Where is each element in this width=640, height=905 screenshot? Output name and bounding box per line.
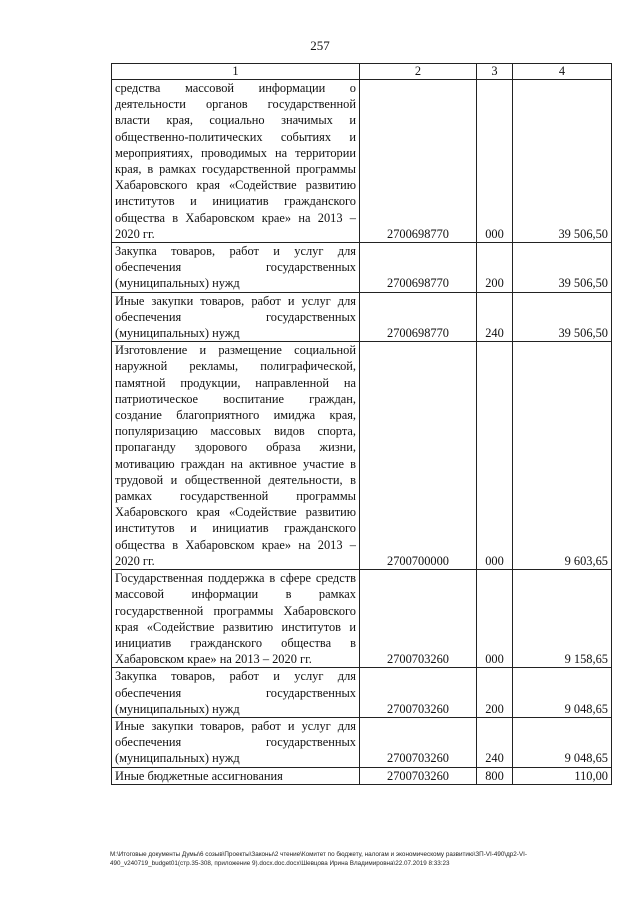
row-name: Иные бюджетные ассигнования bbox=[112, 767, 360, 784]
row-amount: 9 603,65 bbox=[513, 342, 612, 570]
footer-line-2: 490_v240719_budget01(стр.35-308, приложение 9).docx.doc.docx\Шевцова Ирина Владимировна\22.07.2019 8:33:23 bbox=[110, 860, 450, 867]
row-amount: 9 048,65 bbox=[513, 717, 612, 767]
row-name: Изготовление и размещение социальной наружной рекламы, полиграфической, памятной продукции, направленной на патриотическое воспитание граждан, создание благоприятного имиджа края, популяризацию массовых видов спорта, пропаганду здорового образа жизни, мотивацию граждан на активное участие в трудовой и общественной деятельности, в рамках государственной программы Хабаровского края «Содействие развитию институтов и инициатив гражданского общества в Хабаровском крае» на 2013 – 2020 гг. bbox=[112, 342, 360, 570]
row-name: Государственная поддержка в сфере средств массовой информации в рамках государственной программы Хабаровского края «Содействие развитию институтов и инициатив гражданского общества в Хабаровском крае» на 2013 – 2020 гг. bbox=[112, 570, 360, 668]
table-row bbox=[112, 243, 612, 293]
header-col-1: 1 bbox=[112, 64, 360, 80]
document-footer-path bbox=[110, 850, 630, 868]
header-col-4: 4 bbox=[513, 64, 612, 80]
row-target-code: 2700698770 bbox=[360, 80, 477, 243]
row-amount: 110,00 bbox=[513, 767, 612, 784]
row-name: Закупка товаров, работ и услуг для обеспечения государственных (муниципальных) нужд bbox=[112, 243, 360, 293]
row-target-code: 2700698770 bbox=[360, 243, 477, 293]
table-row bbox=[112, 342, 612, 570]
table-row bbox=[112, 668, 612, 718]
budget-table bbox=[111, 63, 612, 785]
row-target-code: 2700703260 bbox=[360, 717, 477, 767]
row-target-code: 2700698770 bbox=[360, 292, 477, 342]
table-row bbox=[112, 570, 612, 668]
row-expense-type: 240 bbox=[477, 717, 513, 767]
row-expense-type: 000 bbox=[477, 570, 513, 668]
row-expense-type: 200 bbox=[477, 668, 513, 718]
row-name: средства массовой информации о деятельности органов государственной власти края, социально значимых и общественно-политических событиях и мероприятиях, проводимых на территории края, в рамках государственной программы Хабаровского края «Содействие развитию институтов и инициатив гражданского общества в Хабаровском крае» на 2013 – 2020 гг. bbox=[112, 80, 360, 243]
table-header-row bbox=[112, 64, 612, 80]
row-name: Закупка товаров, работ и услуг для обеспечения государственных (муниципальных) нужд bbox=[112, 668, 360, 718]
row-expense-type: 000 bbox=[477, 342, 513, 570]
table-row bbox=[112, 292, 612, 342]
row-amount: 39 506,50 bbox=[513, 80, 612, 243]
row-amount: 39 506,50 bbox=[513, 243, 612, 293]
row-name: Иные закупки товаров, работ и услуг для обеспечения государственных (муниципальных) нужд bbox=[112, 292, 360, 342]
row-expense-type: 240 bbox=[477, 292, 513, 342]
table-row bbox=[112, 717, 612, 767]
row-amount: 39 506,50 bbox=[513, 292, 612, 342]
footer-line-1: M:\Итоговые документы Думы\6 созыв\Проекты\Законы\2 чтение\Комитет по бюджету, налогам и экономическому развитию\ЗП-VI-490\др2-VI- bbox=[110, 851, 527, 858]
row-target-code: 2700700000 bbox=[360, 342, 477, 570]
row-expense-type: 000 bbox=[477, 80, 513, 243]
row-target-code: 2700703260 bbox=[360, 767, 477, 784]
header-col-2: 2 bbox=[360, 64, 477, 80]
row-target-code: 2700703260 bbox=[360, 668, 477, 718]
row-amount: 9 048,65 bbox=[513, 668, 612, 718]
header-col-3: 3 bbox=[477, 64, 513, 80]
page-number: 257 bbox=[310, 38, 330, 53]
row-expense-type: 200 bbox=[477, 243, 513, 293]
row-amount: 9 158,65 bbox=[513, 570, 612, 668]
table-row bbox=[112, 767, 612, 784]
row-name: Иные закупки товаров, работ и услуг для обеспечения государственных (муниципальных) нужд bbox=[112, 717, 360, 767]
table-row bbox=[112, 80, 612, 243]
row-target-code: 2700703260 bbox=[360, 570, 477, 668]
row-expense-type: 800 bbox=[477, 767, 513, 784]
